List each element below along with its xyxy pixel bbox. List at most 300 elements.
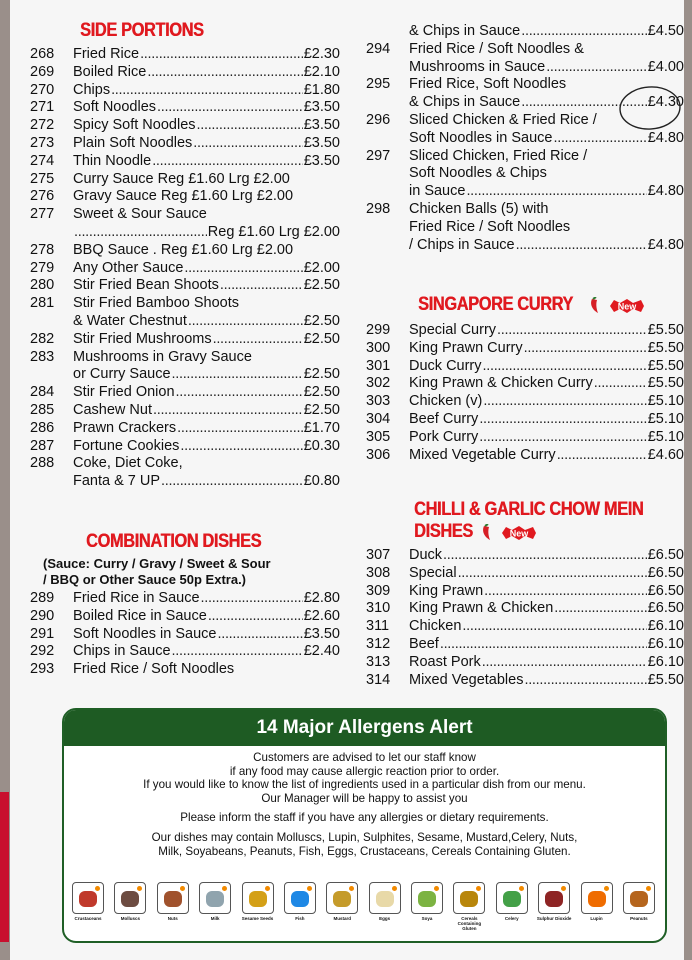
menu-item xyxy=(30,608,340,626)
item-name: Mixed Vegetable Curry xyxy=(409,446,556,463)
menu-item xyxy=(30,384,340,402)
dot-leader xyxy=(180,438,302,456)
item-name: Fried Rice / Soft Noodles & xyxy=(409,40,584,57)
item-number: 275 xyxy=(30,170,55,187)
item-price: £6.50 xyxy=(647,564,684,581)
menu-item xyxy=(30,224,340,242)
menu-item xyxy=(30,117,340,135)
allergen-dot xyxy=(604,886,609,891)
dot-leader xyxy=(188,313,303,331)
item-number: 307 xyxy=(366,547,391,563)
menu-item xyxy=(366,130,684,148)
item-number: 302 xyxy=(366,375,391,392)
allergen-dot xyxy=(561,886,566,891)
allergen-label: Celery xyxy=(504,916,519,921)
side-portions-heading: SIDE PORTIONS xyxy=(80,20,204,41)
allergen-symbol xyxy=(333,891,351,907)
allergen-icon xyxy=(284,882,316,914)
item-name: Beef xyxy=(409,635,439,652)
item-number: 289 xyxy=(30,590,55,606)
item-price: £4.00 xyxy=(647,58,684,75)
item-price: £6.10 xyxy=(647,635,684,652)
allergen-line: If you would like to know the list of ingredients used in a particular dish from our menu. xyxy=(143,778,586,792)
allergen-dot xyxy=(349,886,354,891)
item-price: £2.00 xyxy=(303,259,340,276)
dot-leader xyxy=(208,608,303,626)
item-name: BBQ Sauce . Reg £1.60 Lrg £2.00 xyxy=(73,241,294,258)
singapore-heading-row xyxy=(418,294,684,316)
item-number: 306 xyxy=(366,446,391,463)
side-portions-list xyxy=(30,46,340,491)
menu-item xyxy=(366,148,684,166)
item-price: £5.50 xyxy=(647,375,684,392)
allergen-label: Crustaceans xyxy=(74,916,102,921)
item-name: Sliced Chicken & Fried Rice / xyxy=(409,111,597,128)
menu-item xyxy=(366,447,684,465)
menu-item xyxy=(30,455,340,473)
menu-item xyxy=(366,41,684,59)
menu-item xyxy=(366,23,684,41)
item-price: £4.30 xyxy=(647,94,684,111)
item-name: King Prawn Curry xyxy=(409,339,523,356)
item-price: £6.50 xyxy=(647,547,684,563)
item-name: Mushrooms in Sauce xyxy=(409,58,546,75)
item-name: Pork Curry xyxy=(409,428,479,445)
dot-leader xyxy=(554,600,646,618)
allergen-icon-item xyxy=(155,882,191,931)
menu-item xyxy=(30,171,340,189)
left-column xyxy=(30,20,340,491)
dot-leader xyxy=(594,375,647,393)
dot-leader xyxy=(482,654,647,672)
new-badge-label: New xyxy=(510,528,529,539)
item-number: 292 xyxy=(30,643,55,660)
item-price: £2.50 xyxy=(303,384,340,401)
menu-item xyxy=(366,201,684,219)
dot-leader xyxy=(172,643,303,661)
allergen-icon-item xyxy=(579,882,615,931)
menu-item xyxy=(366,59,684,77)
item-number: 277 xyxy=(30,206,55,223)
dot-leader xyxy=(521,23,646,41)
allergen-symbol xyxy=(460,891,478,907)
item-number: 287 xyxy=(30,437,55,454)
allergen-icon xyxy=(242,882,274,914)
item-name: Chips in Sauce xyxy=(73,643,171,660)
allergen-icon xyxy=(326,882,358,914)
item-price: £4.50 xyxy=(647,23,684,39)
item-price: £2.40 xyxy=(303,643,340,660)
menu-item xyxy=(366,322,684,340)
item-name: Curry Sauce Reg £1.60 Lrg £2.00 xyxy=(73,170,290,187)
item-name: Mixed Vegetables xyxy=(409,671,524,688)
chilli-icon xyxy=(480,524,496,542)
allergen-line: Customers are advised to let our staff know xyxy=(253,751,476,764)
allergen-icon-item xyxy=(197,882,233,931)
allergen-symbol xyxy=(291,891,309,907)
dot-leader xyxy=(557,447,647,465)
menu-item xyxy=(30,64,340,82)
item-price: £5.50 xyxy=(647,322,684,338)
allergen-line: if any food may cause allergic reaction prior to order. xyxy=(229,764,500,778)
item-number: 279 xyxy=(30,259,55,276)
menu-item xyxy=(366,636,684,654)
item-name: Duck xyxy=(409,547,443,563)
allergen-symbol xyxy=(376,891,394,907)
item-number: 272 xyxy=(30,117,55,134)
menu-item xyxy=(366,547,684,565)
sauce-note-line-1: (Sauce: Curry / Gravy / Sweet & Sour xyxy=(43,556,271,571)
chow-mein-heading-row xyxy=(414,521,684,543)
item-name: Fried Rice, Soft Noodles xyxy=(409,76,567,93)
allergen-dot xyxy=(95,886,100,891)
allergen-dot xyxy=(307,886,312,891)
dot-leader xyxy=(443,547,647,565)
menu-item xyxy=(30,661,340,679)
item-number: 296 xyxy=(366,111,391,128)
item-number: 276 xyxy=(30,188,55,205)
allergen-symbol xyxy=(418,891,436,907)
item-name: Soft Noodles in Sauce xyxy=(73,625,217,642)
singapore-section xyxy=(366,294,684,464)
menu-item xyxy=(366,237,684,255)
item-name: Spicy Soft Noodles xyxy=(73,117,196,134)
allergen-symbol xyxy=(121,891,139,907)
item-number: 300 xyxy=(366,339,391,356)
item-number: 273 xyxy=(30,134,55,151)
dot-leader xyxy=(553,130,646,148)
dot-leader xyxy=(140,46,303,64)
allergen-icon-item xyxy=(324,882,360,931)
item-number: 270 xyxy=(30,81,55,98)
allergen-symbol xyxy=(503,891,521,907)
item-number: 310 xyxy=(366,600,391,617)
item-price: £2.50 xyxy=(303,366,340,383)
item-price: £6.50 xyxy=(647,582,684,599)
item-price: £6.10 xyxy=(647,618,684,635)
item-number: 311 xyxy=(366,618,390,635)
item-number: 282 xyxy=(30,330,55,347)
menu-item xyxy=(366,219,684,237)
item-name: Soft Noodles & Chips xyxy=(409,165,547,182)
allergen-icon xyxy=(369,882,401,914)
item-name: Beef Curry xyxy=(409,410,479,427)
menu-item xyxy=(30,590,340,608)
dot-leader xyxy=(177,420,303,438)
allergen-symbol xyxy=(588,891,606,907)
dot-leader xyxy=(213,331,303,349)
item-number: 271 xyxy=(30,99,55,116)
menu-item xyxy=(30,46,340,64)
allergen-title: 14 Major Allergens Alert xyxy=(64,710,665,746)
item-number: 286 xyxy=(30,419,55,436)
dot-leader xyxy=(483,358,647,376)
item-price: £3.50 xyxy=(303,99,340,116)
item-name: & Chips in Sauce xyxy=(409,23,521,39)
menu-item xyxy=(30,82,340,100)
item-price: £2.50 xyxy=(303,330,340,347)
item-number: 288 xyxy=(30,455,55,472)
allergen-line: Our dishes may contain Molluscs, Lupin, Sulphites, Sesame, Mustard,Celery, Nuts, xyxy=(151,830,578,844)
menu-item xyxy=(30,277,340,295)
allergen-dot xyxy=(519,886,524,891)
menu-item xyxy=(30,366,340,384)
item-name: Stir Fried Bean Shoots xyxy=(73,277,219,294)
item-price: £5.50 xyxy=(647,671,684,688)
allergen-dot xyxy=(180,886,185,891)
allergen-symbol xyxy=(164,891,182,907)
allergen-icon xyxy=(538,882,570,914)
item-name: & Chips in Sauce xyxy=(409,94,521,111)
allergen-symbol xyxy=(206,891,224,907)
dot-leader xyxy=(161,473,303,491)
new-badge xyxy=(500,525,538,541)
chow-mein-heading-line-1: CHILLI & GARLIC CHOW MEIN xyxy=(414,499,644,520)
allergen-label: Milk xyxy=(210,916,220,921)
menu-item xyxy=(366,393,684,411)
menu-item xyxy=(366,600,684,618)
item-price: £4.60 xyxy=(647,446,684,463)
allergen-symbol xyxy=(545,891,563,907)
menu-item xyxy=(30,331,340,349)
allergen-dot xyxy=(137,886,142,891)
item-name: Chicken Balls (5) with xyxy=(409,200,549,217)
item-number: 278 xyxy=(30,241,55,258)
allergen-icon xyxy=(72,882,104,914)
item-name: Mushrooms in Gravy Sauce xyxy=(73,348,252,365)
item-name: Boiled Rice in Sauce xyxy=(73,607,207,624)
item-name: Gravy Sauce Reg £1.60 Lrg £2.00 xyxy=(73,188,294,205)
item-number: 303 xyxy=(366,393,391,410)
item-number: 284 xyxy=(30,384,55,401)
allergen-dot xyxy=(392,886,397,891)
dot-leader xyxy=(176,384,303,402)
item-price: £5.50 xyxy=(647,339,684,356)
menu-item xyxy=(30,242,340,260)
item-name: Thin Noodle xyxy=(73,152,152,169)
dot-leader xyxy=(197,117,303,135)
item-price: £3.50 xyxy=(303,117,340,134)
item-name: Any Other Sauce xyxy=(73,259,184,276)
menu-item xyxy=(30,135,340,153)
dot-leader xyxy=(201,590,303,608)
item-name: Cashew Nut xyxy=(73,401,152,418)
combination-list-continued xyxy=(366,23,684,254)
allergen-icon xyxy=(157,882,189,914)
allergen-icon-item xyxy=(70,882,106,931)
dot-leader xyxy=(147,64,302,82)
allergen-icon xyxy=(411,882,443,914)
menu-item xyxy=(30,99,340,117)
allergen-icon xyxy=(114,882,146,914)
menu-item xyxy=(30,626,340,644)
menu-item xyxy=(30,420,340,438)
allergen-symbol xyxy=(249,891,267,907)
item-price: £2.10 xyxy=(303,63,340,80)
dot-leader xyxy=(483,393,646,411)
item-number: 268 xyxy=(30,46,55,62)
item-name: Fried Rice / Soft Noodles xyxy=(73,661,235,678)
item-price: £5.10 xyxy=(647,393,684,410)
item-number: 299 xyxy=(366,322,391,338)
item-price: £2.80 xyxy=(303,590,340,606)
dot-leader xyxy=(220,277,303,295)
item-number: 312 xyxy=(366,635,391,652)
allergen-symbol xyxy=(630,891,648,907)
dot-leader xyxy=(484,583,647,601)
item-number: 308 xyxy=(366,564,391,581)
allergen-icon-item xyxy=(240,882,276,931)
allergen-icon-item xyxy=(282,882,318,931)
item-name: or Curry Sauce xyxy=(73,366,171,383)
allergen-alert-box xyxy=(62,708,667,943)
allergen-label: Sesame Seeds xyxy=(241,916,274,921)
item-number: 283 xyxy=(30,348,55,365)
item-number: 314 xyxy=(366,671,391,688)
allergen-dot xyxy=(222,886,227,891)
allergen-label: Cereals Containing Gluten xyxy=(457,916,482,931)
item-price: £1.80 xyxy=(303,81,340,98)
allergen-label: Soya xyxy=(421,916,433,921)
menu-item xyxy=(30,402,340,420)
allergen-line: Please inform the staff if you have any allergies or dietary requirements. xyxy=(180,811,549,825)
item-price: £3.50 xyxy=(303,134,340,151)
item-price: £2.50 xyxy=(303,312,340,329)
singapore-list xyxy=(366,322,684,464)
new-badge-label: New xyxy=(617,301,637,312)
menu-item xyxy=(30,349,340,367)
item-number: 313 xyxy=(366,653,391,670)
dot-leader xyxy=(479,411,646,429)
chow-mein-heading-line-2: DISHES xyxy=(414,521,473,542)
item-name: Soft Noodles in Sauce xyxy=(409,129,553,146)
item-price: £2.50 xyxy=(303,401,340,418)
item-number: 301 xyxy=(366,357,391,374)
item-name: Boiled Rice xyxy=(73,63,147,80)
item-name: Fried Rice / Soft Noodles xyxy=(409,218,571,235)
dot-leader xyxy=(111,82,303,100)
allergen-icon xyxy=(453,882,485,914)
allergen-icon xyxy=(199,882,231,914)
menu-item xyxy=(30,260,340,278)
allergen-icon-item xyxy=(367,882,403,931)
allergen-icon-item xyxy=(536,882,572,931)
dot-leader xyxy=(516,237,647,255)
handwritten-circle-mark xyxy=(618,85,682,131)
item-price: £6.10 xyxy=(647,653,684,670)
dot-leader xyxy=(466,183,646,201)
allergen-icon-item xyxy=(494,882,530,931)
menu-item xyxy=(366,358,684,376)
menu-item xyxy=(366,672,684,690)
dot-leader xyxy=(152,153,303,171)
item-price: £0.30 xyxy=(303,437,340,454)
menu-item xyxy=(30,473,340,491)
dot-leader xyxy=(74,224,207,242)
page-edge-tab xyxy=(0,792,9,942)
item-number: 293 xyxy=(30,661,55,678)
item-name: Chicken xyxy=(409,618,462,635)
chow-mein-list xyxy=(366,547,684,689)
item-name: Chicken (v) xyxy=(409,393,483,410)
dot-leader xyxy=(172,366,303,384)
allergen-label: Sulphur Dioxide xyxy=(536,916,572,921)
combination-heading: COMBINATION DISHES xyxy=(86,531,262,552)
menu-item xyxy=(366,183,684,201)
item-name: King Prawn & Chicken Curry xyxy=(409,375,593,392)
item-number: 305 xyxy=(366,428,391,445)
item-name: Stir Fried Onion xyxy=(73,384,175,401)
allergen-dot xyxy=(434,886,439,891)
item-price: £5.50 xyxy=(647,357,684,374)
item-price: £5.10 xyxy=(647,428,684,445)
item-number: 291 xyxy=(30,625,55,642)
allergen-icon xyxy=(623,882,655,914)
item-number: 285 xyxy=(30,401,55,418)
item-number: 281 xyxy=(30,295,55,312)
item-name: Fanta & 7 UP xyxy=(73,473,161,490)
item-name: Stir Fried Bamboo Shoots xyxy=(73,295,240,312)
allergen-dot xyxy=(646,886,651,891)
item-number: 290 xyxy=(30,607,55,624)
dot-leader xyxy=(217,626,302,644)
chow-mein-section xyxy=(366,499,684,689)
item-name: Roast Pork xyxy=(409,653,481,670)
dot-leader xyxy=(497,322,647,340)
item-name: Fried Rice in Sauce xyxy=(73,590,200,606)
menu-item xyxy=(366,165,684,183)
item-number: 294 xyxy=(366,40,391,57)
item-name: Soft Noodles xyxy=(73,99,157,116)
item-price: £1.70 xyxy=(303,419,340,436)
allergen-text xyxy=(64,751,665,858)
item-name: Special Curry xyxy=(409,322,497,338)
item-price: £3.50 xyxy=(303,152,340,169)
item-name: Plain Soft Noodles xyxy=(73,134,193,151)
item-price: £4.80 xyxy=(647,183,684,200)
allergen-line: Our Manager will be happy to assist you xyxy=(261,791,468,805)
menu-item xyxy=(366,375,684,393)
chilli-icon xyxy=(588,297,604,315)
item-name: in Sauce xyxy=(409,183,466,200)
allergen-label: Nuts xyxy=(167,916,178,921)
item-price: £4.80 xyxy=(647,129,684,146)
allergen-label: Fish xyxy=(295,916,305,921)
allergen-symbol xyxy=(79,891,97,907)
new-badge xyxy=(608,298,646,314)
sauce-note-line-2: / BBQ or Other Sauce 50p Extra.) xyxy=(43,572,247,587)
item-number: 298 xyxy=(366,200,391,217)
allergen-icon xyxy=(581,882,613,914)
menu-item xyxy=(366,429,684,447)
item-name: Special xyxy=(409,564,457,581)
dot-leader xyxy=(440,636,647,654)
allergen-icon-item xyxy=(451,882,487,931)
menu-item xyxy=(30,153,340,171)
item-name: / Chips in Sauce xyxy=(409,236,515,253)
item-name: Fortune Cookies xyxy=(73,437,180,454)
allergen-dot xyxy=(476,886,481,891)
item-name: Duck Curry xyxy=(409,357,482,374)
menu-item xyxy=(30,206,340,224)
allergen-label: Molluscs xyxy=(120,916,140,921)
item-name: Sweet & Sour Sauce xyxy=(73,206,207,223)
dot-leader xyxy=(157,99,303,117)
item-name: Coke, Diet Coke, xyxy=(73,455,183,472)
item-number: 297 xyxy=(366,147,391,164)
allergen-line: Milk, Soyabeans, Peanuts, Fish, Eggs, Crustaceans, Cereals Containing Gluten. xyxy=(158,844,571,858)
dot-leader xyxy=(184,260,302,278)
